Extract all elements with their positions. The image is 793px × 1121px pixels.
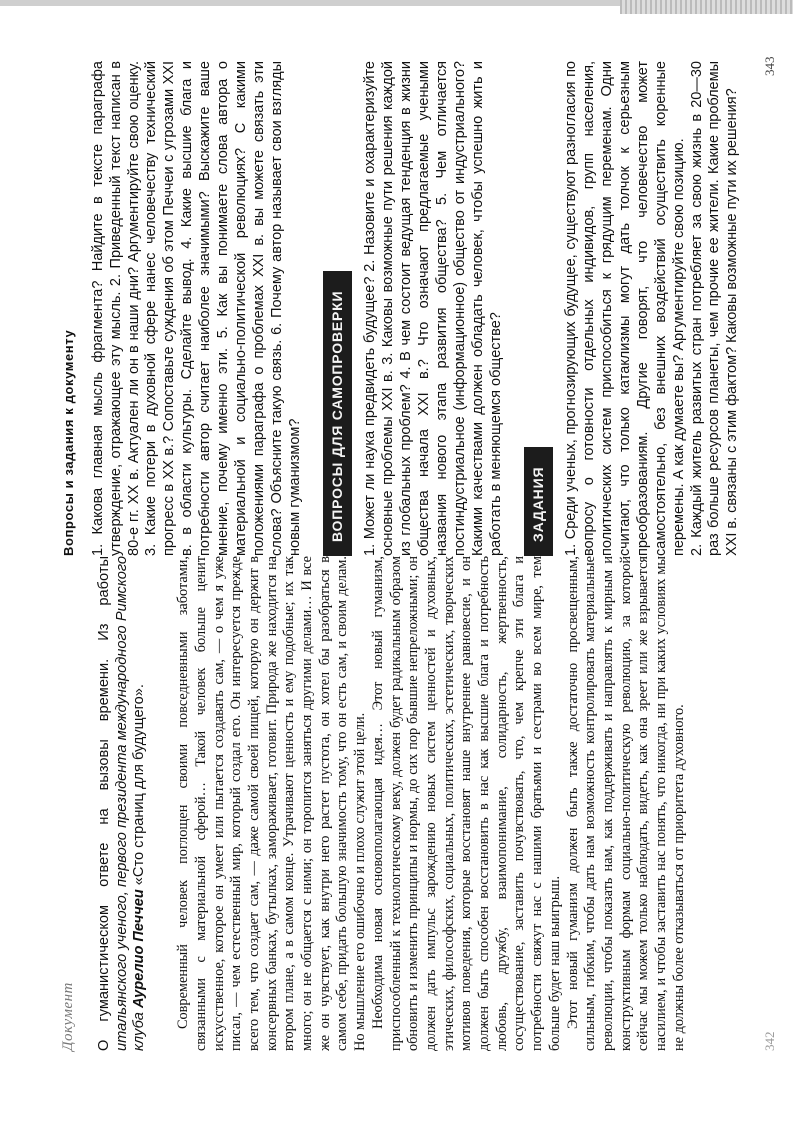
- left-page: [60, 556, 688, 1051]
- intro-author: Аурелио Печчеи: [131, 889, 148, 1009]
- questions-text: 1. Какова главная мысль фрагмента? Найдите в тексте параграфа утверждение, отражающее эту мысль. 2. Приведенный текст написан в 80-е гг. XX в. Актуален ли он в наши дни? Аргументируйте свою оценку. 3. Какие потери в духовной сфере нанес человечеству технический прогресс в XX в.? Сопоставьте суждения об этом Печчеи с угрозами XXI в. в области культуры. Сделайте вывод. 4. Какие высшие блага и потребности автор считает наиболее значимыми? Выскажите ваше мнение, почему именно эти. 5. Как вы понимаете слова автора о материальной и социально-политической революциях? С какими положениями параграфа о проблемах XXI в. вы можете связать эти слова? Объясните такую связь. 6. Почему автор называет свои взгляды новым гуманизмом?: [89, 61, 303, 556]
- right-page: [60, 61, 742, 556]
- self-check-text: 1. Может ли наука предвидеть будущее? 2. Назовите и охарактеризуйте основные проблемы XXI в. 3. Каковы возможные пути решения каждой из глобальных проблем? 4. В чем состоит ведущая тенденция в жизни общества начала XXI в.? Что означают предлагаемые учеными названия нового этапа развития общества? 5. Чем отличается постиндустриальное (информационное) общество от индустриального? Какими качествами должен обладать человек, чтобы успешно жить и работать в меняющемся обществе?: [362, 61, 504, 556]
- paragraph: Этот новый гуманизм должен быть также достаточно просвещенным, сильным, гибким, чтобы дать нам возможность контролировать материальные революции, чтобы показать нам, как поддерживать и направлять к мирным и конструктивным формам социально-политическую революцию, за которой сейчас мы можем только наблюдать, видеть, как она зреет или же взрывается насилием, и чтобы заставить нас понять, что никогда, ни при каких условиях мы не должны более отказываться от приоритета духовного.: [564, 556, 687, 1051]
- task-item: 1. Среди ученых, прогнозирующих будущее, существуют разногласия по вопросу о готовности отдельных индивидов, групп населения, политических систем приспособиться к грядущим переменам. Одни считают, что только катаклизмы могут дать толчок к серьезным преобразованиям. Другие говорят, что человечество может самостоятельно, без внешних воздействий осуществить коренные перемены. А как думаете вы? Аргументируйте свою позицию.: [563, 61, 687, 556]
- paragraph: Современный человек поглощен своими повседневными заботами, связанными с материальной сферой… Такой человек больше ценит искусственное, которое он умеет или пытается создавать сам, — о чем я уже писал, — чем естественный мир, который создал его. Он интересуется прежде всего тем, что создает сам, — даже самой своей пищей, которую он держит в консервных банках, бутылках, замораживает, готовит. Природа же находится на втором плане, а в самом конце. Утрачивают ценность и ему подобные; их так много; он не общается с ними; он торопится заняться другими делами… И все же он чувствует, как внутри него растет пустота, он хотел бы разобраться в самом себе, придать большую значимость тому, что он есть сам, и своим делам. Но мышление его ошибочно и плохо служит этой цели.: [175, 556, 369, 1051]
- task-item: 2. Каждый житель развитых стран потребляет за свою жизнь в 20—30 раз больше ресурсов планеты, чем прочие ее жители. Какие проблемы XXI в. связаны с этим фактом? Каковы возможные пути их решения?: [688, 61, 741, 556]
- self-check-banner: ВОПРОСЫ ДЛЯ САМОПРОВЕРКИ: [323, 271, 353, 556]
- document-label: Документ: [60, 982, 76, 1051]
- questions-title: Вопросы и задания к документу: [61, 329, 76, 556]
- tasks-banner: ЗАДАНИЯ: [524, 447, 554, 556]
- document-intro: [96, 556, 149, 1051]
- intro-text: О гуманистическом ответе на вызовы времени. Из работы: [95, 556, 112, 1051]
- intro-italic: итальянского ученого, первого президента международного Римского клуба: [113, 556, 148, 1051]
- left-page-number: 342: [762, 1031, 777, 1051]
- right-page-number: 343: [762, 56, 777, 76]
- paragraph: Необходима новая основополагающая идея… Этот новый гуманизм, приспособленный к технологическому веку, должен будет радикальным образом обновить и изменить принципы и нормы, до сих пор бывшие непреложными; он должен дать импульс зарождению новых систем ценностей и духовных, этических, философских, социальных, политических, эстетических, творческих мотивов поведения, которые восстановят наше внутреннее равновесие, и он должен быть способен восстановить в нас как высшие блага и потребность любовь, дружбу, взаимопонимание, солидарность, жертвенность, сосуществование, заставить почувствовать, что, чем крепче эти блага и потребности свяжут нас с нашими братьями и сестрами во всем мире, тем больше будет наш выигрыш.: [369, 556, 563, 1051]
- intro-title: «Сто страниц для будущего».: [131, 684, 148, 890]
